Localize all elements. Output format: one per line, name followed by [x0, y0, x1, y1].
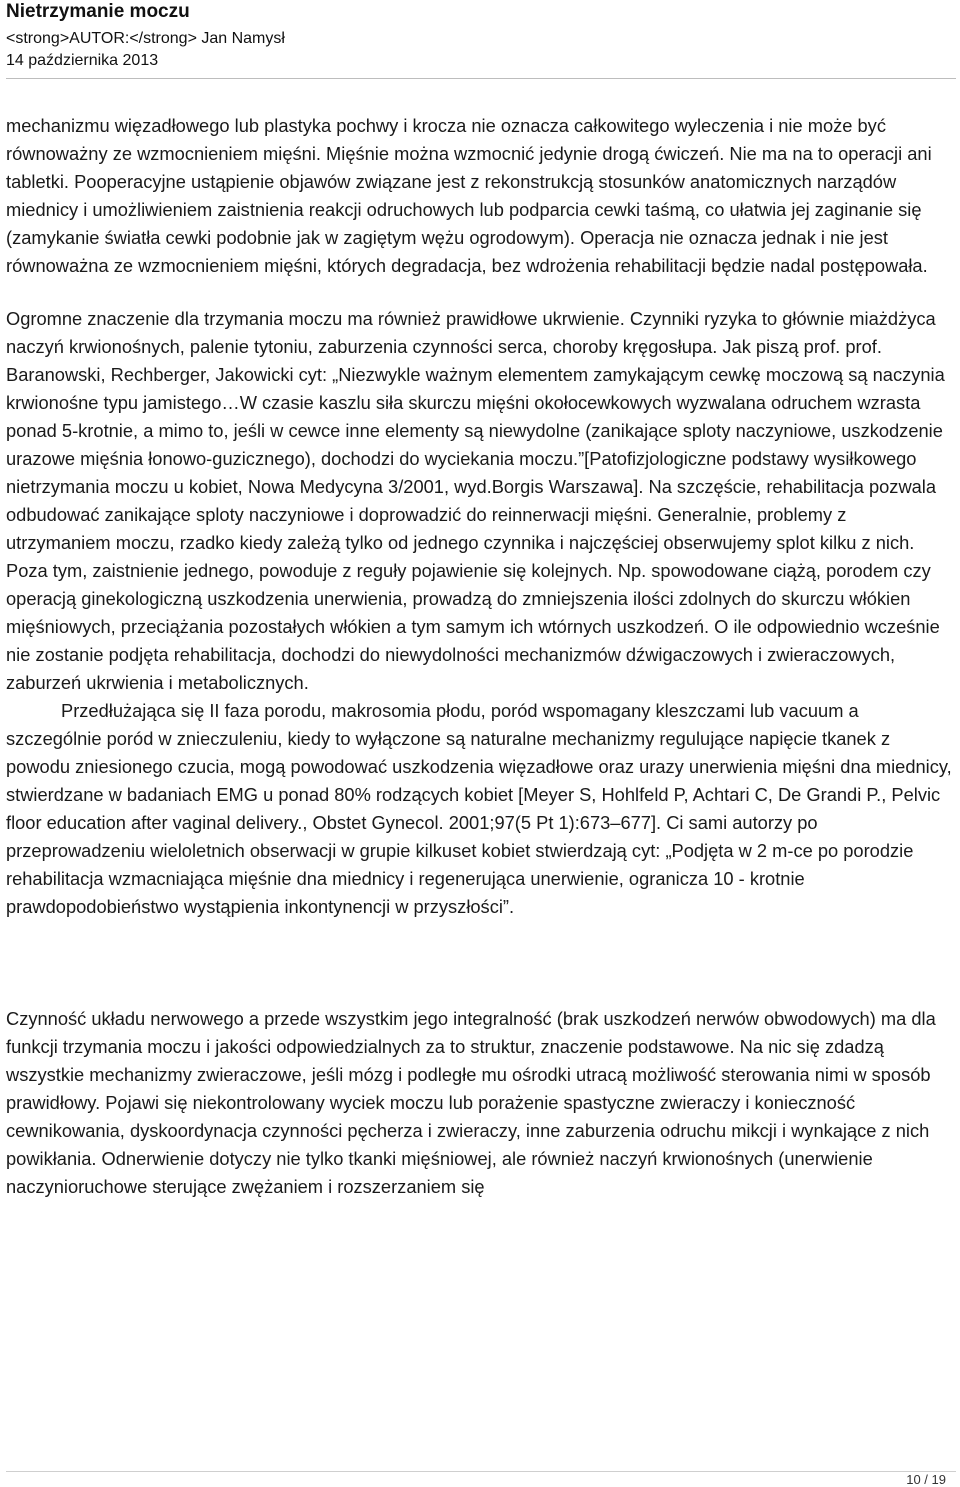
author-line: <strong>AUTOR:</strong> Jan Namysł [6, 30, 285, 47]
article-body [6, 112, 952, 1201]
paragraph-uklad-nerwowy: Czynność układu nerwowego a przede wszystkim jego integralność (brak uszkodzeń nerwów obwodowych) ma dla funkcji trzymania moczu i jakości odpowiedzialnych za to struktur, znaczenie podstawowe. Na nic się zdadzą wszystkie mechanizmy zwieraczowe, jeśli mózg i podległe mu ośrodki utracą możliwość sterowania nimi w sposób prawidłowy. Pojawi się niekontrolowany wyciek moczu lub porażenie spastyczne zwieraczy i konieczność cewnikowania, dyskoordynacja czynności pęcherza i zwieraczy, inne zaburzenia odruchu mikcji i wynkające z nich powikłania. Odnerwienie dotyczy nie tylko tkanki mięśniowej, ale również naczyń krwionośnych (unerwienie naczynioruchowe sterujące zwężaniem i rozszerzaniem się [6, 1008, 936, 1197]
paragraph-mechanizm: mechanizmu więzadłowego lub plastyka pochwy i krocza nie oznacza całkowitego wyleczenia i nie może być równoważny ze wzmocnieniem mięśni. Mięśnie można wzmocnić jedynie drogą ćwiczeń. Nie ma na to operacji ani tabletki. Pooperacyjne ustąpienie objawów związane jest z rekonstrukcją stosunków anatomicznych narządów miednicy i umożliwieniem zaistnienia reakcji odruchowych lub podparcia cewki taśmą, co ułatwia jej zaginanie się (zamykanie światła cewki podobnie jak w zagiętym wężu ogrodowym). Operacja nie oznacza jednak i nie jest równoważna ze wzmocnieniem mięśni, których degradacja, bez wdrożenia rehabilitacji będzie nadal postępowała. [6, 115, 932, 276]
paragraph-porod-text: Przedłużająca się II faza porodu, makrosomia płodu, poród wspomagany kleszczami lub vacuum a szczególnie poród w znieczuleniu, kiedy to wyłączone są naturalne mechanizmy regulujące napięcie tkanek z powodu zniesionego czucia, mogą powodować uszkodzenia więzadłowe oraz urazy unerwienia mięśni dna miednicy, stwierdzane w badaniach EMG u ponad 80% rodzących kobiet [Meyer S, Hohlfeld P, Achtari C, De Grandi P., Pelvic floor education after vaginal delivery., Obstet Gynecol. 2001;97(5 Pt 1):673–677]. Ci sami autorzy po przeprowadzeniu wieloletnich obserwacji w grupie kilkuset kobiet stwierdzają cyt: „Podjęta w 2 m-ce po porodzie rehabilitacja wzmacniająca mięśnie dna miednicy i regenerująca unerwienie, ogranicza 10 - krotnie prawdopodobieństwo wystąpienia inkontynencji w przyszłości”. [6, 700, 952, 917]
footer-divider [6, 1471, 956, 1472]
page-number: 10 / 19 [906, 1472, 946, 1487]
header-divider [6, 78, 956, 79]
paragraph-ukrwienie: Ogromne znaczenie dla trzymania moczu ma również prawidłowe ukrwienie. Czynniki ryzyka to głównie miażdżyca naczyń krwionośnych, palenie tytoniu, zaburzenia czynności serca, choroby kręgosłupa. Jak piszą prof. prof. Baranowski, Rechberger, Jakowicki cyt: „Niezwykle ważnym elementem zamykającym cewkę moczową są naczynia krwionośne typu jamistego…W czasie kaszlu siła skurczu mięśni okołocewkowych wyzwalana odruchem wzrasta ponad 5-krotnie, a mimo to, jeśli w cewce inne elementy są niewydolne (zanikające sploty naczyniowe, uszkodzenie urazowe mięśnia łonowo-guzicznego), dochodzi do wyciekania moczu.”[Patofizjologiczne podstawy wysiłkowego nietrzymania moczu u kobiet, Nowa Medycyna 3/2001, wyd.Borgis Warszawa]. Na szczęście, rehabilitacja pozwala odbudować zanikające sploty naczyniowe i doprowadzić do reinnerwacji mięśni. Generalnie, problemy z utrzymaniem moczu, rzadko kiedy zależą tylko od jednego czynnika i najczęściej obserwujemy splot kilku z nich. Poza tym, zaistnienie jednego, powoduje z reguły pojawienie się kolejnych. Np. spowodowane ciążą, porodem czy operacją ginekologiczną uszkodzenia unerwienia, prowadzą do zmniejszenia ilości zdolnych do skurczu włókien mięśniowych, przeciążania pozostałych włókien a tym samym ich wtórnych uszkodzeń. O ile odpowiednio wcześnie nie zostanie podjęta rehabilitacja, dochodzi do niewydolności mechanizmów dźwigaczowych i zwieraczowych, zaburzeń ukrwienia i metabolicznych. [6, 308, 945, 693]
paragraph-porod [6, 697, 952, 921]
publish-date: 14 października 2013 [6, 52, 159, 69]
document-header [6, 0, 956, 79]
document-title: Nietrzymanie moczu [6, 1, 190, 22]
